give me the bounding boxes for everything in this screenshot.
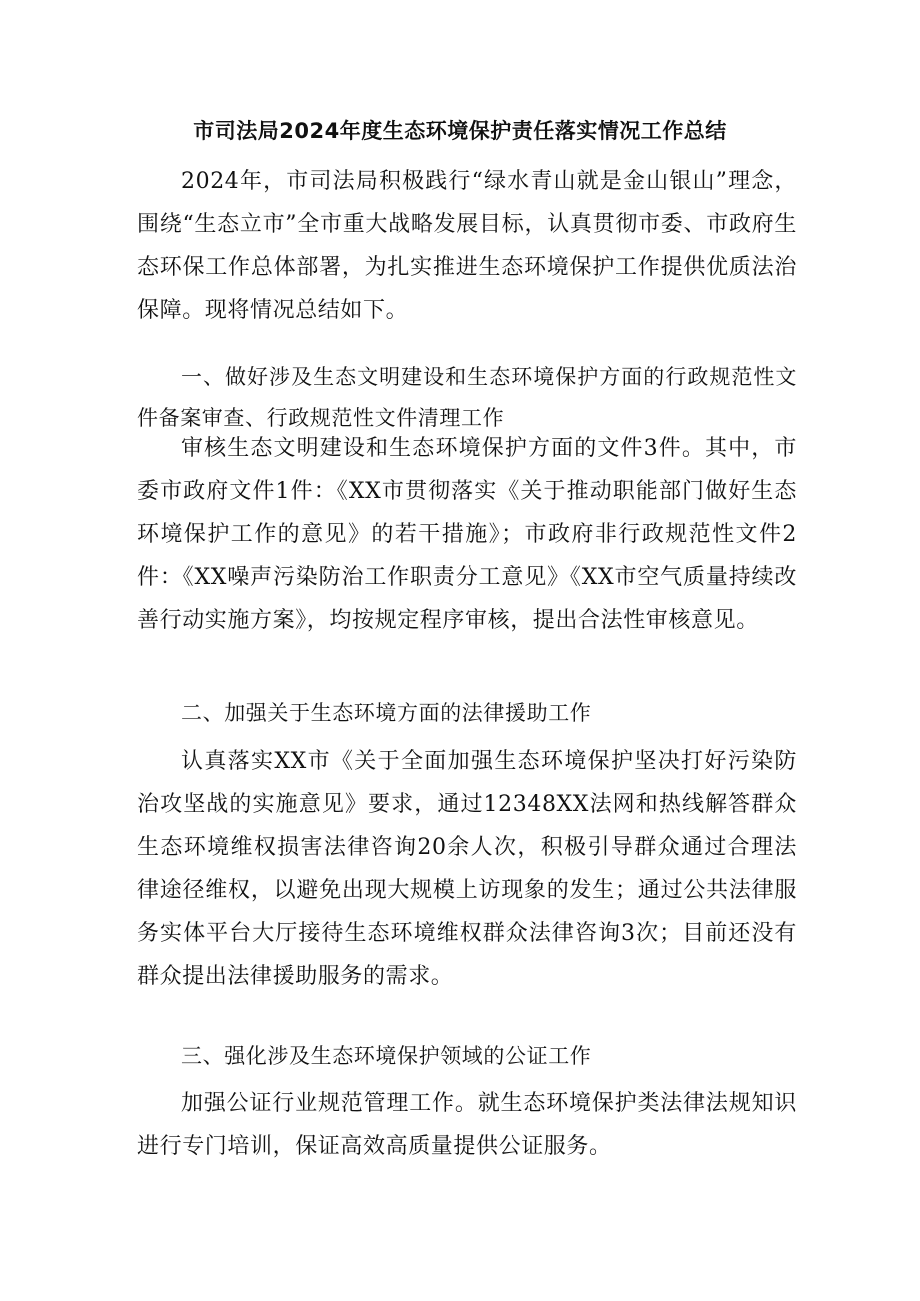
intro-paragraph: 2024年，市司法局积极践行“绿水青山就是金山银山”理念，围绕“生态立市”全市重大战略发展目标，认真贯彻市委、市政府生态环保工作总体部署，为扎实推进生态环境保护工作提供优质法治保障。现将情况总结如下。 [137,169,797,323]
section-3-heading: 三、强化涉及生态环境保护领域的公证工作 [181,1044,592,1068]
section-1-heading: 一、做好涉及生态文明建设和生态环境保护方面的行政规范性文件备案审查、行政规范性文件清理工作 [137,365,797,430]
section-3-body: 加强公证行业规范管理工作。就生态环境保护类法律法规知识进行专门培训，保证高效高质量提供公证服务。 [137,1091,797,1159]
document-title: 市司法局2024年度生态环境保护责任落实情况工作总结 [193,119,727,143]
section-2-heading: 二、加强关于生态环境方面的法律援助工作 [181,701,592,725]
section-1-body: 审核生态文明建设和生态环境保护方面的文件3件。其中，市委市政府文件1件：《XX市贯彻落实《关于推动职能部门做好生态环境保护工作的意见》的若干措施》；市政府非行政规范性文件2件：《XX噪声污染防治工作职责分工意见》《XX市空气质量持续改善行动实施方案》，均按规定程序审核，提出合法性审核意见。 [137,436,797,633]
section-2-body: 认真落实XX市《关于全面加强生态环境保护坚决打好污染防治攻坚战的实施意见》要求，通过12348XX法网和热线解答群众生态环境维权损害法律咨询20余人次，积极引导群众通过合理法律途径维权，以避免出现大规模上访现象的发生；通过公共法律服务实体平台大厅接待生态环境维权群众法律咨询3次；目前还没有群众提出法律援助服务的需求。 [137,749,797,989]
